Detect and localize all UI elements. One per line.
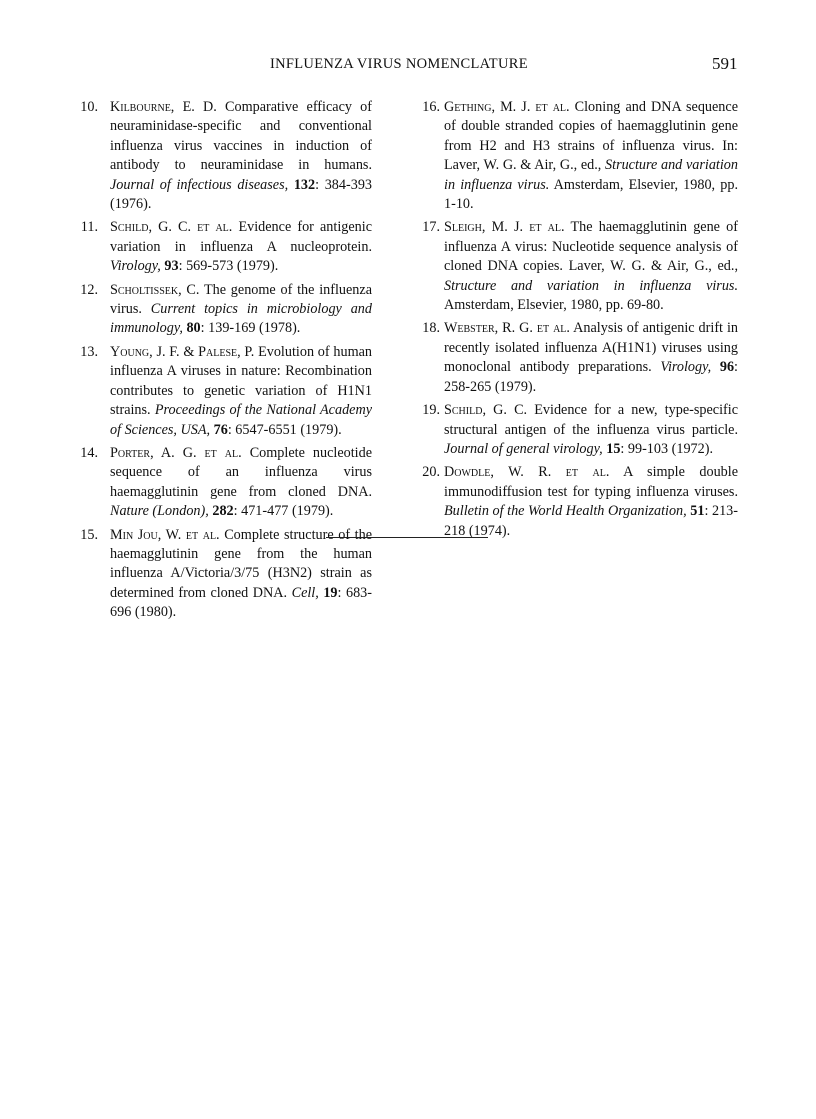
reference-number: 15.: [80, 526, 98, 543]
reference-journal: Journal of general virology,: [444, 440, 603, 457]
reference-tail: Amsterdam, Elsevier, 1980, pp. 69-80.: [444, 297, 664, 314]
reference-item: [420, 98, 738, 214]
reference-text: The genome of the influenza virus.: [110, 281, 372, 318]
reference-item: [80, 218, 372, 276]
reference-item: [80, 444, 372, 522]
reference-volume: 19: [318, 584, 338, 601]
reference-tail: : 99-103 (1972).: [620, 440, 714, 457]
reference-volume: 93: [160, 258, 179, 275]
reference-number: 18.: [422, 320, 440, 337]
reference-journal: Virology,: [110, 258, 161, 275]
reference-number: 16.: [422, 99, 440, 115]
reference-volume: 282: [208, 503, 234, 520]
reference-journal: Proceedings of the National Academy of Sciences, USA,: [110, 402, 372, 438]
end-rule: [326, 537, 488, 538]
reference-number: 19.: [422, 402, 440, 419]
reference-author: Gething, M. J. et al.: [444, 99, 570, 115]
reference-author: Young, J. F. & Palese, P.: [110, 343, 255, 360]
reference-author: Kilbourne, E. D.: [110, 99, 217, 115]
reference-tail: : 569-573 (1979).: [178, 258, 279, 275]
reference-text: Complete nucleotide sequence of an influenza virus haemagglutinin gene from cloned DNA.: [110, 444, 372, 500]
reference-text: Evidence for a new, type-specific structural antigen of the influenza virus particle.: [444, 402, 738, 438]
reference-number: 14.: [80, 444, 98, 461]
reference-number: 12.: [80, 281, 98, 298]
reference-number: 17.: [422, 219, 440, 236]
page-number: 591: [712, 54, 738, 73]
running-title: INFLUENZA VIRUS NOMENCLATURE: [270, 56, 528, 72]
reference-item: [80, 98, 373, 214]
reference-volume: 76: [210, 421, 228, 438]
reference-journal: Structure and variation in influenza virus.: [444, 277, 738, 294]
reference-item: [420, 401, 738, 459]
reference-author: Webster, R. G. et al.: [444, 320, 570, 337]
reference-text: Comparative efficacy of neuraminidase-specific and conventional influenza virus vaccines in induction of antibody to neuraminidase in humans.: [110, 99, 373, 174]
reference-journal: Bulletin of the World Health Organization,: [444, 503, 687, 520]
reference-item: [80, 526, 373, 623]
references-left-column: [80, 98, 373, 627]
reference-number: 10.: [80, 99, 98, 115]
reference-volume: 80: [182, 320, 201, 337]
reference-author: Porter, A. G. et al.: [110, 444, 242, 461]
reference-text: The haemagglutinin gene of influenza A virus: Nucleotide sequence analysis of cloned DNA copies. Laver, W. G. & Air, G., ed.,: [444, 219, 738, 275]
reference-number: 13.: [80, 343, 98, 360]
reference-item: [420, 218, 738, 315]
reference-journal: Journal of infectious diseases,: [110, 176, 289, 193]
reference-journal: Structure and variation in influenza virus.: [444, 157, 738, 193]
reference-author: Scholtissek, C.: [110, 281, 200, 298]
reference-text: Evolution of human influenza A viruses in nature: Recombination contributes to genetic variation of H1N1 strains.: [110, 343, 372, 419]
reference-number: 11.: [80, 219, 98, 236]
reference-volume: 51: [686, 503, 705, 520]
reference-author: Schild, G. C. et al.: [110, 219, 233, 236]
reference-tail: Amsterdam, Elsevier, 1980, pp. 1-10.: [444, 176, 738, 213]
reference-volume: 96: [711, 359, 735, 376]
reference-tail: : 258-265 (1979).: [444, 359, 738, 395]
reference-journal: Nature (London),: [110, 503, 209, 520]
reference-volume: 15: [602, 440, 621, 457]
reference-tail: : 384-393 (1976).: [110, 176, 373, 213]
reference-text: Analysis of antigenic drift in recently isolated influenza A(H1N1) viruses using monoclonal antibody preparations.: [444, 320, 738, 376]
reference-tail: : 683-696 (1980).: [110, 584, 373, 621]
reference-journal: Current topics in microbiology and immunology,: [110, 301, 372, 337]
reference-author: Schild, G. C.: [444, 402, 528, 419]
reference-item: [80, 343, 372, 440]
references-right-column: [420, 98, 738, 545]
reference-item: [420, 319, 738, 397]
reference-text: Complete structure of the haemagglutinin gene from the human influenza A/Victoria/3/75 (H3N2) strain as determined from cloned DNA.: [110, 526, 373, 601]
running-head: [0, 54, 816, 78]
reference-journal: Virology,: [660, 359, 712, 376]
reference-volume: 132: [288, 176, 316, 193]
reference-tail: : 213-218 (1974).: [444, 503, 739, 539]
reference-text: A simple double immunodiffusion test for typing influenza viruses.: [444, 464, 738, 500]
reference-text: Cloning and DNA sequence of double stranded copies of haemagglutinin gene from H2 and H3 strains of influenza virus. In: Laver, W. G. & Air, G., ed.,: [444, 99, 738, 174]
reference-tail: : 471-477 (1979).: [233, 503, 334, 520]
reference-author: Min Jou, W. et al.: [110, 526, 220, 543]
reference-journal: Cell,: [291, 584, 319, 601]
reference-tail: : 139-169 (1978).: [200, 320, 301, 337]
reference-text: Evidence for antigenic variation in influenza A nucleoprotein.: [110, 219, 372, 255]
reference-item: [80, 281, 372, 339]
reference-number: 20.: [422, 464, 440, 481]
reference-item: [420, 463, 738, 541]
reference-tail: : 6547-6551 (1979).: [227, 421, 342, 438]
reference-author: Dowdle, W. R. et al.: [444, 464, 610, 481]
reference-author: Sleigh, M. J. et al.: [444, 219, 565, 236]
